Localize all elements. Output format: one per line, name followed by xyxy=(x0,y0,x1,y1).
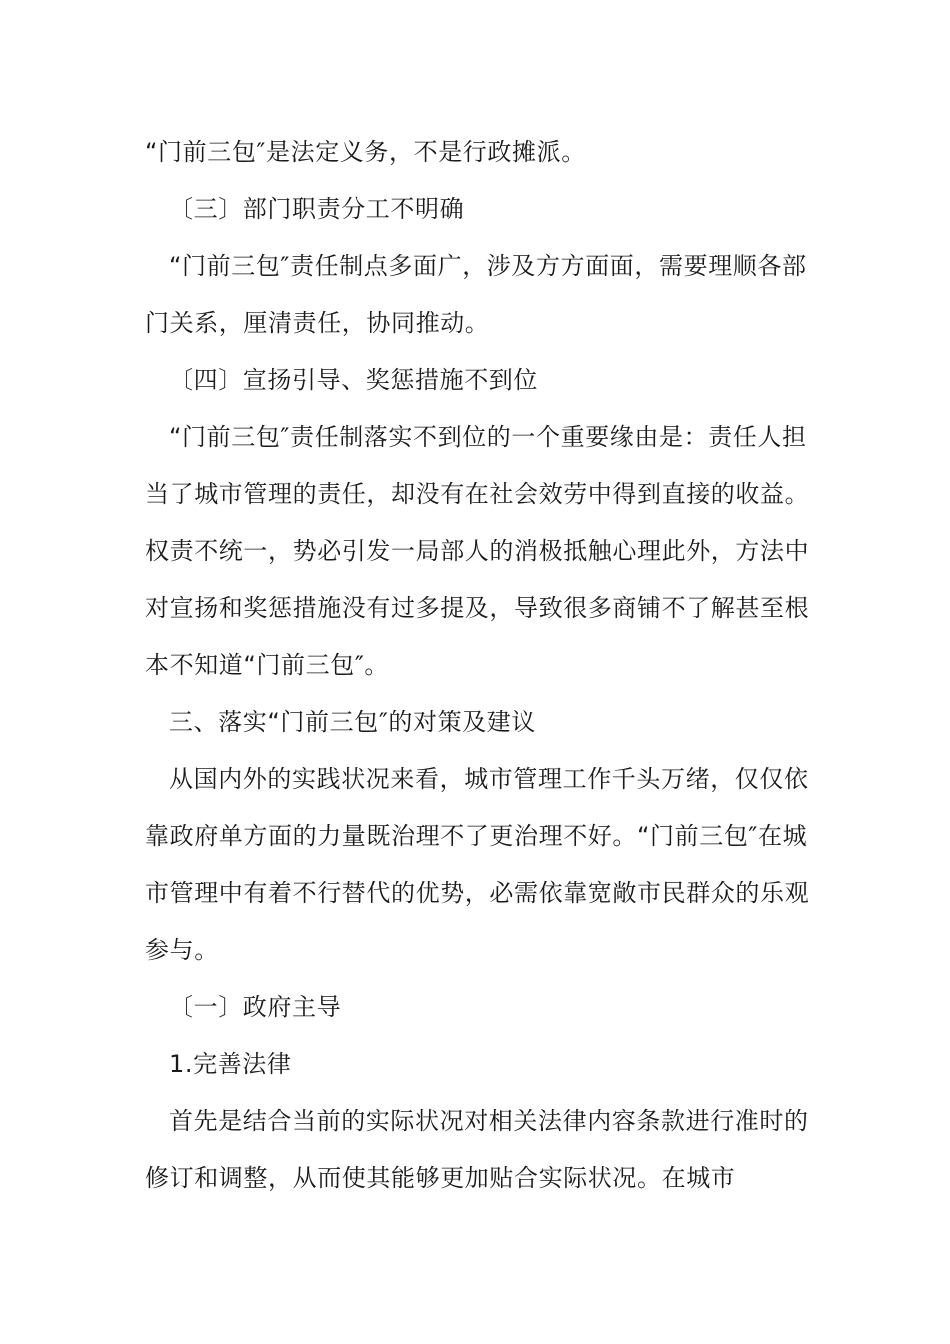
document-body xyxy=(145,124,810,1207)
section-heading-3: 〔三〕部门职责分工不明确 xyxy=(169,195,465,223)
paragraph-5: 首先是结合当前的实际状况对相关法律内容条款进行准时的修订和调整，从而使其能够更加贴合实际状况。在城市 xyxy=(145,1107,809,1192)
section-heading-4: 〔四〕宣扬引导、奖惩措施不到位 xyxy=(169,366,538,394)
paragraph-1: “门前三包″是法定义务，不是行政摊派。 xyxy=(145,138,586,166)
chapter-heading-3: 三、落实“门前三包″的对策及建议 xyxy=(169,708,536,736)
section-heading-1: 〔一〕政府主导 xyxy=(169,993,342,1021)
paragraph-3: “门前三包″责任制落实不到位的一个重要缘由是：责任人担当了城市管理的责任，却没有在社会效劳中得到直接的收益。权责不统一，势必引发一局部人的消极抵触心理此外，方法中对宣扬和奖惩措施没有过多提及，导致很多商铺不了解甚至根本不知道“门前三包″。 xyxy=(145,423,810,679)
subsection-heading-1: 1.完善法律 xyxy=(169,1050,292,1078)
paragraph-2: “门前三包″责任制点多面广，涉及方方面面，需要理顺各部门关系，厘清责任，协同推动。 xyxy=(145,252,807,337)
paragraph-4: 从国内外的实践状况来看，城市管理工作千头万绪，仅仅依靠政府单方面的力量既治理不了更治理不好。“门前三包″在城市管理中有着不行替代的优势，必需依靠宽敞市民群众的乐观参与。 xyxy=(145,765,810,964)
